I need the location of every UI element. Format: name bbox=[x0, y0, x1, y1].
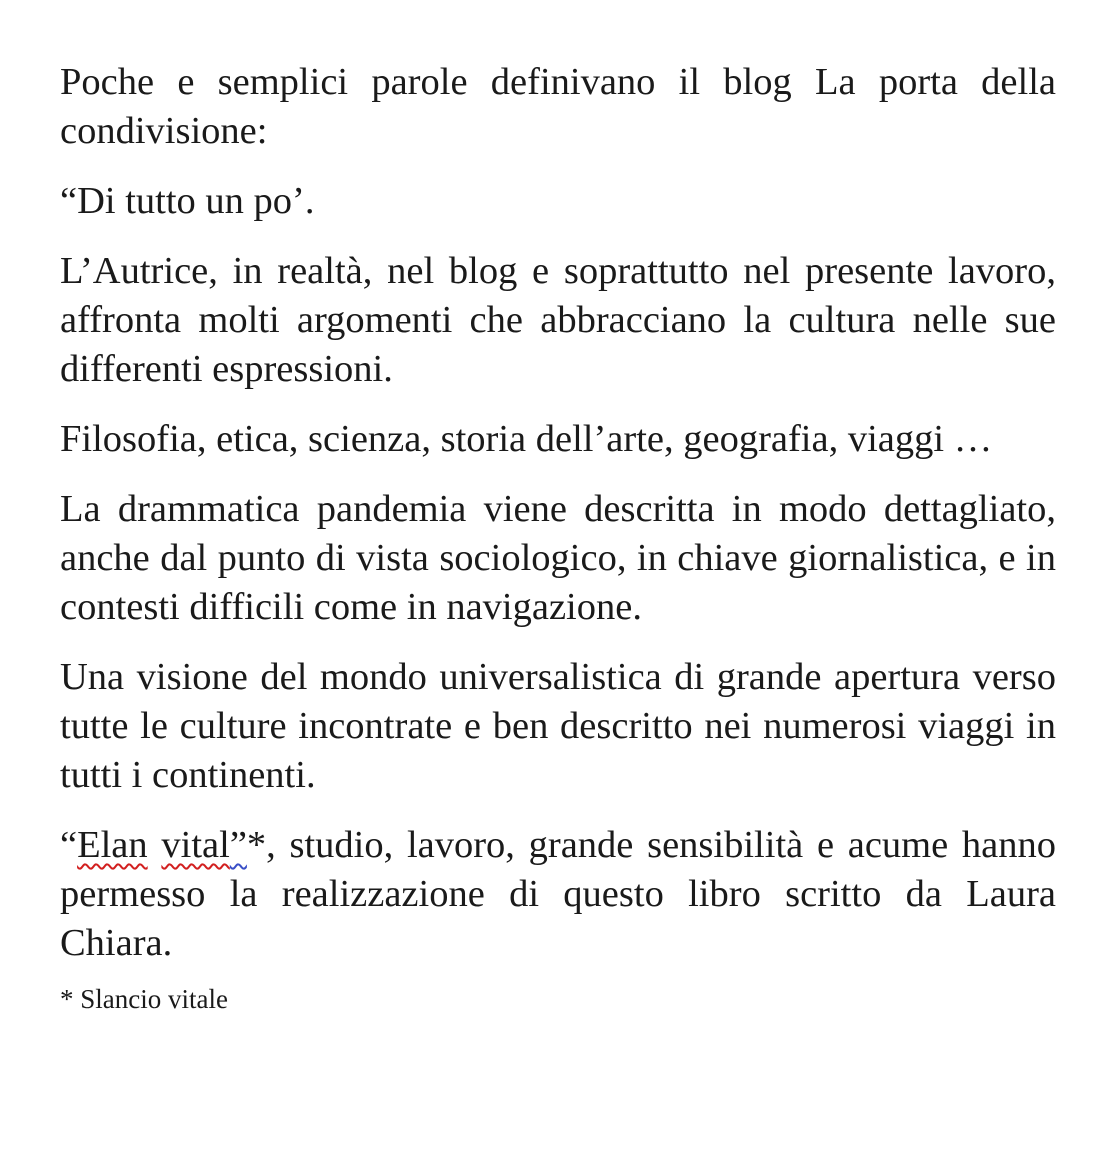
document-page bbox=[60, 58, 1056, 1017]
paragraph-topics: Filosofia, etica, scienza, storia dell’arte, geografia, viaggi … bbox=[60, 418, 993, 460]
paragraph-vision: Una visione del mondo universalistica di grande apertura verso tutte le culture incontrate e ben descritto nei numerosi viaggi in tutti i continenti. bbox=[60, 656, 1056, 796]
footnote: * Slancio vitale bbox=[60, 984, 228, 1014]
grammar-mark-quote[interactable]: ” bbox=[229, 824, 247, 866]
paragraph-pandemic: La drammatica pandemia viene descritta in modo dettagliato, anche dal punto di vista sociologico, in chiave giornalistica, e in contesti difficili come in navigazione. bbox=[60, 488, 1056, 628]
spellcheck-word-vital[interactable]: vital bbox=[161, 824, 230, 866]
paragraph-intro: Poche e semplici parole definivano il blog La porta della condivisione: bbox=[60, 61, 1056, 152]
spellcheck-word-elan[interactable]: Elan bbox=[77, 824, 148, 866]
paragraph-quote: “Di tutto un po’. bbox=[60, 180, 315, 222]
paragraph-author: L’Autrice, in realtà, nel blog e soprattutto nel presente lavoro, affronta molti argomenti che abbracciano la cultura nelle sue differenti espressioni. bbox=[60, 250, 1056, 390]
word-space bbox=[148, 824, 162, 866]
quote-open: “ bbox=[60, 824, 78, 866]
paragraph-elan-vital bbox=[60, 821, 1056, 968]
paragraph-rest: *, studio, lavoro, grande sensibilità e acume hanno permesso la realizzazione di questo libro scritto da Laura Chiara. bbox=[60, 824, 1056, 964]
